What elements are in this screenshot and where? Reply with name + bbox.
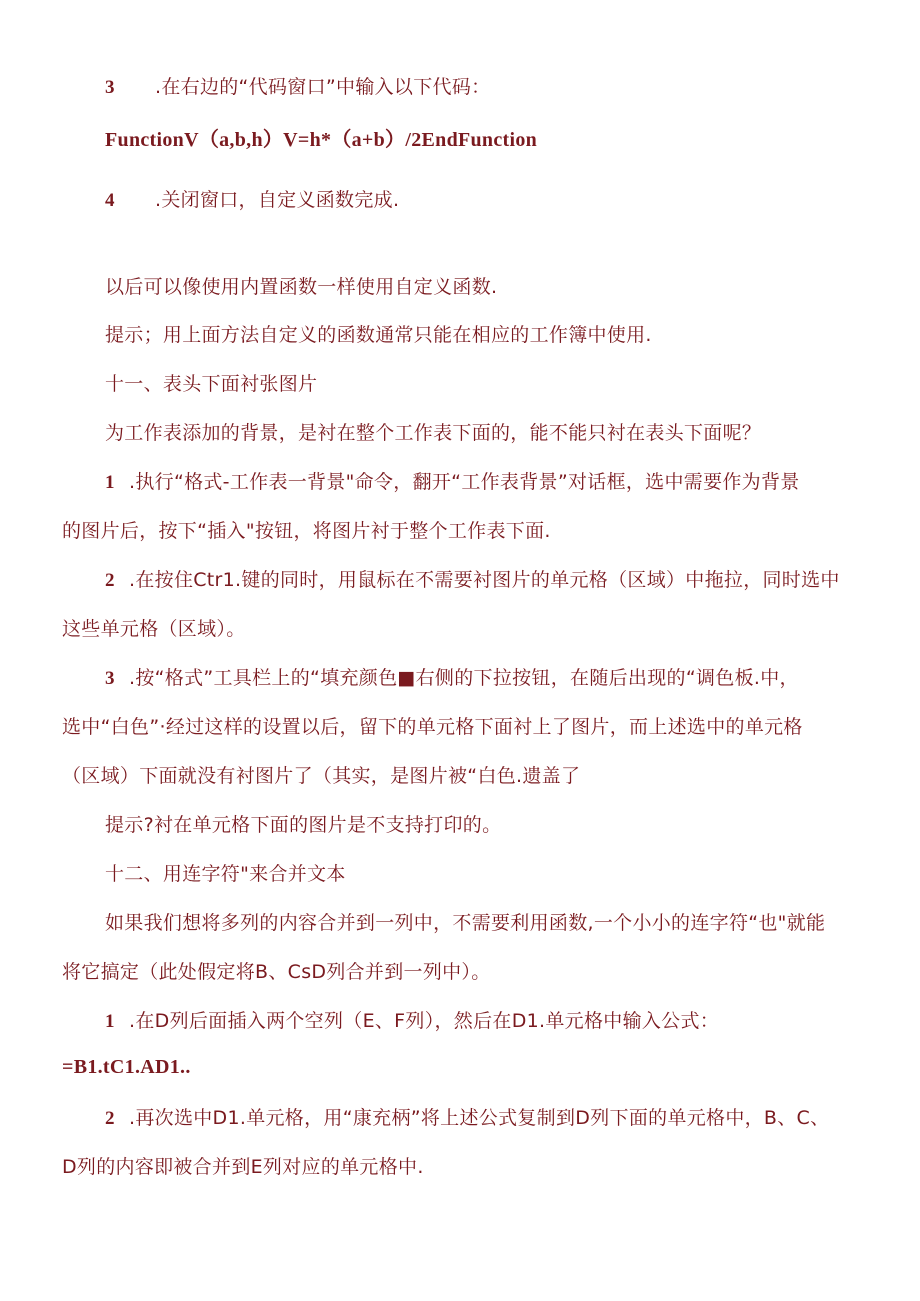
- step-2-select-cells: [105, 568, 840, 593]
- paragraph-continuation: 选中“白色”·经过这样的设置以后，留下的单元格下面衬上了图片，而上述选中的单元格: [62, 716, 803, 738]
- step-3-fill-color: [105, 666, 799, 691]
- paragraph-continuation: （区域）下面就没有衬图片了（其实，是图片被“白色.遗盖了: [62, 765, 581, 787]
- step-number: 1: [105, 472, 115, 493]
- step-4-close-window: [105, 188, 399, 213]
- step-number: 3: [105, 77, 115, 98]
- step-1-insert-columns: [105, 1009, 719, 1034]
- step-text: .关闭窗口，自定义函数完成.: [155, 189, 400, 211]
- tip-text: 提示；用上面方法自定义的函数通常只能在相应的工作簿中使用.: [105, 324, 652, 346]
- step-number: 2: [105, 570, 115, 591]
- step-text: .按“格式”工具栏上的“填充颜色■右侧的下拉按钮，在随后出现的“调色板.中，: [129, 667, 799, 689]
- step-1-background: [105, 470, 800, 495]
- section-heading-12: 十二、用连字符"来合并文本: [105, 863, 346, 885]
- step-2-fill-handle: [105, 1106, 829, 1131]
- paragraph-continuation: 这些单元格（区域）。: [62, 618, 246, 640]
- step-text: .在D列后面插入两个空列（E、F列），然后在D1.单元格中输入公式：: [129, 1010, 720, 1032]
- paragraph-text: 如果我们想将多列的内容合并到一列中，不需要利用函数,一个小小的连字符“也"就能: [105, 912, 826, 934]
- code-line: FunctionV（a,b,h）V=h*（a+b）/2EndFunction: [105, 129, 538, 151]
- paragraph-text: 以后可以像使用内置函数一样使用自定义函数.: [105, 276, 498, 298]
- step-text: .在右边的“代码窗口”中输入以下代码：: [155, 76, 491, 98]
- tip-text: 提示?衬在单元格下面的图片是不支持打印的。: [105, 814, 502, 836]
- paragraph-text: 为工作表添加的背景，是衬在整个工作表下面的，能不能只衬在表头下面呢？: [105, 422, 762, 444]
- step-number: 3: [105, 668, 115, 689]
- formula-text: =B1.tC1.AD1..: [62, 1056, 191, 1078]
- step-text: .再次选中D1.单元格，用“康充柄”将上述公式复制到D列下面的单元格中，B、C、: [129, 1107, 830, 1129]
- paragraph-continuation: 的图片后，按下“插入"按钮，将图片衬于整个工作表下面.: [62, 520, 551, 542]
- paragraph-continuation: 将它搞定（此处假定将B、CsD列合并到一列中）。: [62, 961, 491, 983]
- step-number: 4: [105, 190, 115, 211]
- paragraph-continuation: D列的内容即被合并到E列对应的单元格中.: [62, 1156, 424, 1178]
- step-3-code-window: [105, 75, 490, 100]
- step-number: 1: [105, 1011, 115, 1032]
- section-heading-11: 十一、表头下面衬张图片: [105, 373, 318, 395]
- step-text: .在按住Ctr1.键的同时，用鼠标在不需要衬图片的单元格（区域）中拖拉，同时选中: [129, 569, 840, 591]
- step-text: .执行“格式-工作表一背景"命令，翻开“工作表背景”对话框，选中需要作为背景: [129, 471, 800, 493]
- step-number: 2: [105, 1108, 115, 1129]
